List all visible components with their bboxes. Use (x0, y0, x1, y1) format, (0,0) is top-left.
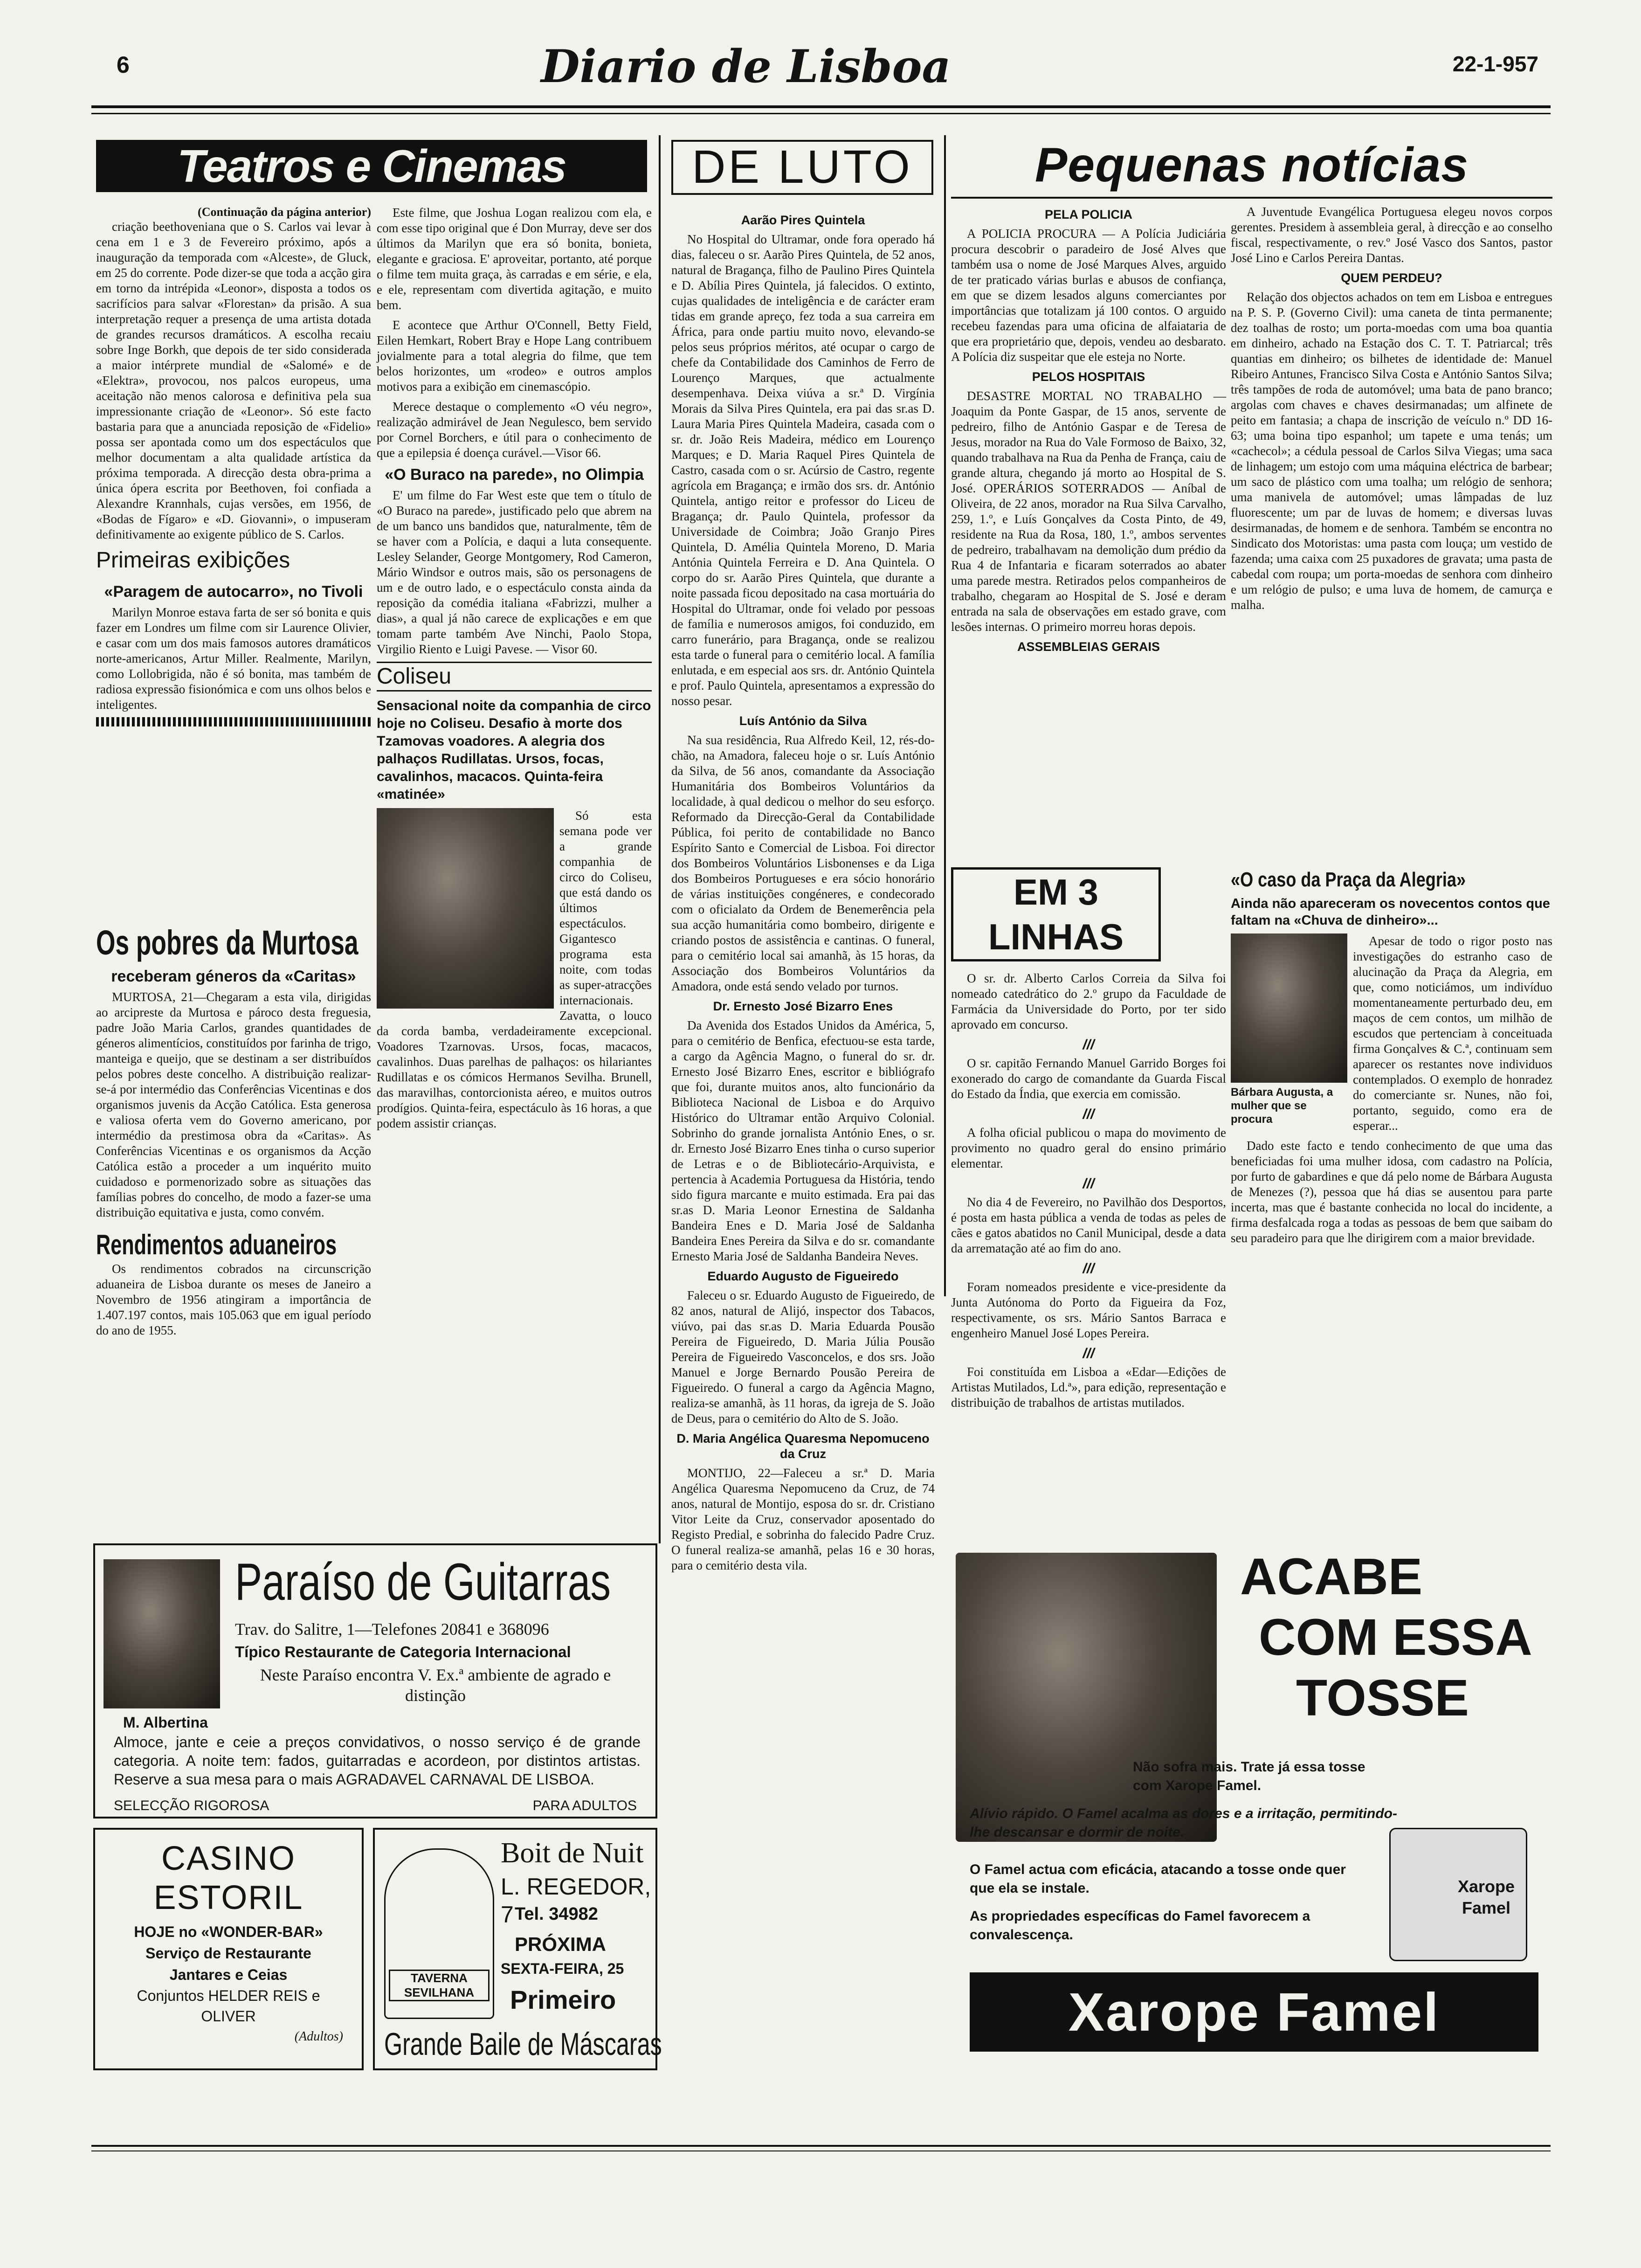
famel-alivio: Alívio rápido. O Famel acalma as dores e a irritação, permitindo-lhe descansar e dormir de noite. (970, 1806, 1397, 1840)
paraiso-neste: Neste Paraíso encontra V. Ex.ª ambiente de agrado e distinção (260, 1666, 611, 1705)
em3-item-4: No dia 4 de Fevereiro, no Pavilhão dos Desportos, é posta em hasta pública a venda de todas as peles de cães e gatos abatidos no Canil Municipal, desde a data da arrematação até ao fim do ano. (951, 1195, 1226, 1255)
em3-item-1: O sr. dr. Alberto Carlos Correia da Silva foi nomeado catedrático do 2.º grupo da Faculdade de Farmácia da Universidade do Porto, por ter sido aprovado em concurso. (951, 971, 1226, 1031)
obit-name-4: Eduardo Augusto de Figueiredo (707, 1269, 899, 1283)
separator-slashes: /// (1083, 1037, 1095, 1052)
taverna-title: Boit de Nuit (501, 1837, 644, 1869)
obit-name-5: D. Maria Angélica Quaresma Nepomuceno da Cruz (676, 1431, 930, 1461)
caso-paragraph-1: Apesar de todo o rigor posto nas investigações do estranho caso de alucinação da Praça da Alegria, em que, como noticiámos, um indivíduo momentaneamente perturbado deu, em maços de cem contos, um milhão de escudos que pertenciam à conceituada firma Gonçalves & C.ª, continuam sem aparecer os restantes nove individuos contemplados. O exemplo de honradez do comerciante sr. Nunes, não foi, portanto, seguido, como era de esperar... (1353, 934, 1552, 1133)
buraco-title: «O Buraco na parede», no Olimpia (385, 466, 644, 484)
primeiras-title: Primeiras exibições (96, 548, 290, 573)
em3linhas-column (951, 867, 1226, 1410)
casino-line2: Serviço de Restaurante (145, 1945, 311, 1962)
separator-slashes: /// (1083, 1261, 1095, 1276)
footer-rule-top (91, 2145, 1551, 2147)
divider-dashes (96, 717, 371, 726)
taverna-primeiro: Primeiro (510, 1985, 616, 2014)
albertina-photo (103, 1559, 220, 1708)
caso-article (1231, 867, 1552, 1296)
em3-item-3: A folha oficial publicou o mapa do movimento de provimento no quadro geral do ensino primário elementar. (951, 1126, 1226, 1170)
header-rule-bottom (91, 113, 1551, 114)
obit-name-1: Aarão Pires Quintela (741, 213, 865, 227)
taverna-proxima: PRÓXIMA (515, 1933, 607, 1955)
taverna-address: L. REGEDOR, 7 (501, 1874, 651, 1928)
hospitais-text: DESASTRE MORTAL NO TRABALHO — Joaquim da Ponte Gaspar, de 15 anos, servente de pedreiro, filho de António Gaspar e de Teresa de Jesus, morador na Rua do Vale Formoso de Baixo, 32, quando trabalhava na Rua da Penha de França, caiu de grande altura, chegando já morto ao Hospital de S. José. OPERÁRIOS SOTERRADOS — Aníbal de Oliveira, de 22 anos, morador na Rua Silva Carvalho, 259, 1.º, e Luís Gonçalves da Costa Pinto, de 49, residente na Rua da Rosa, 180, 1.º, ambos serventes de pedreiro, trabalhavam na demolição dum prédio da Rua 4 de Infantaria e ficaram soterrados ao abater uma parede mestra. Retirados pelos companheiros de trabalho, chegaram ao Hospital de S. José e deram entrada na sala de observações em estado grave, com lesões internas. O primeiro morreu horas depois. (951, 389, 1226, 634)
famel-brand: Xarope Famel (970, 1972, 1538, 2052)
header-rule-top (91, 105, 1551, 108)
paraiso-body: Almoce, jante e ceie a preços convidativos, o nosso serviço é de grande categoria. A noite tem: fados, guitarradas e acordeon, por distintos artistas. Reserve a sua mesa para o mais AGRADAVEL CARNAVAL DE LISBOA. (114, 1734, 641, 1788)
taverna-sign-text: TAVERNA SEVILHANA (389, 1970, 490, 2001)
page-number: 6 (117, 52, 130, 78)
rendimentos-title: Rendimentos aduaneiros (96, 1229, 337, 1260)
paraiso-address: Trav. do Salitre, 1—Telefones 20841 e 368096 (235, 1620, 549, 1639)
hospitais-title: PELOS HOSPITAIS (1032, 370, 1145, 384)
pequenas-col-2 (1231, 204, 1552, 857)
murtosa-subtitle: receberam géneros da «Caritas» (111, 968, 356, 985)
coughing-man-image (956, 1553, 1217, 1842)
casino-line5: (Adultos) (294, 2029, 343, 2044)
em3-item-2: O sr. capitão Fernando Manuel Garrido Borges foi exonerado do cargo de comandante da Guarda Fiscal do Estado da Índia, que exercia em comissão. (951, 1056, 1226, 1101)
famel-headline-2: COM ESSA (1259, 1609, 1532, 1666)
paraiso-tipico: Típico Restaurante de Categoria Internacional (235, 1643, 571, 1660)
caso-title: «O caso da Praça da Alegria» (1231, 868, 1466, 891)
ad-famel (951, 1539, 1552, 2070)
teatros-col-1 (96, 205, 371, 886)
famel-headline-1: ACABE (1240, 1548, 1423, 1605)
footer-rule-bottom (91, 2150, 1551, 2151)
murtosa-article (96, 923, 371, 1529)
obit-text-4: Faleceu o sr. Eduardo Augusto de Figueiredo, de 82 anos, natural de Alijó, inspector dos Tabacos, viúvo, pai das sr.as D. Maria Eduarda Pousão Pereira de Figueiredo, D. Maria Júlia Pousão Pereira de Figueiredo Vasconcelos, e dos srs. João Manuel e Jorge Bernardo Pousão Pereira de Figueiredo. O funeral a cargo da Agência Magno, realiza-se amanhã, às 11 horas, da igreja de S. João de Deus, para o cemitério do Alto de S. João. (671, 1288, 935, 1425)
separator-slashes: /// (1083, 1346, 1095, 1361)
photo-caption: Bárbara Augusta, a mulher que se procura (1231, 1086, 1333, 1126)
col-sep-2 (944, 135, 946, 1296)
pequenas-col-1 (951, 204, 1226, 848)
coliseu-title: Coliseu (377, 662, 652, 691)
coliseu-paragraph: Só esta semana pode ver a grande companhia de circo do Coliseu, que está dando os últimos espectáculos. Gigantesco programa esta noite, com todas as super-atracções internacionais. Zavatta, o louco da corda bamba, verdadeiramente excepcional. Voadores Tzarnovas. Ursos, focas, macacos, cavalinhos. Duas parelhas de palhaços: os hilariantes Rudillatas e os cómicos Hermanos Sevilha. Brunell, das maravilhas, contorcionista aéreo, e muitos outros prodígios. Quinta-feira, espectáculo às 16 horas, a que podem assistir crianças. (377, 809, 652, 1130)
em3-item-5: Foram nomeados presidente e vice-presidente da Junta Autónoma do Porto da Figueira da Foz, respectivamente, os srs. Mário Santos Barraca e engenheiro Manuel José Lopes Pereira. (951, 1280, 1226, 1340)
circus-photo (377, 808, 554, 1009)
paragem-paragraph-4: Merece destaque o complemento «O véu negro», realização admirável de Jean Negulesco, bem servido por Cornel Borchers, e útil para o conhecimento de que a epilepsia é doença curável.—Visor 66. (377, 400, 652, 460)
taverna-grande: Grande Baile de Máscaras (384, 2026, 662, 2062)
famel-headline-3: TOSSE (1296, 1669, 1469, 1727)
policia-text: A POLICIA PROCURA — A Polícia Judiciária procura descobrir o paradeiro de José Alves que também usa o nome de José Marques Alves, arguido de ter praticado várias burlas e abusos de confiança, em que se dizem lesados alguns comerciantes por importâncias que totalizam já 100 contos. O arguido recebeu fazendas para uma oficina de alfaiataria de que era proprietário que, depois, vendeu ao desbarato. A Polícia diz suspeitar que ele esteja no Norte. (951, 227, 1226, 364)
casino-line3: Jantares e Ceias (169, 1966, 288, 1983)
casino-line1: HOJE no «WONDER-BAR» (134, 1923, 323, 1940)
paraiso-right-tag: PARA ADULTOS (532, 1798, 637, 1813)
famel-bullet-2: As propriedades específicas do Famel favorecem a convalescença. (970, 1908, 1310, 1943)
teatros-col-2 (377, 205, 652, 1130)
coliseu-lead: Sensacional noite da companhia de circo hoje no Coliseu. Desafio à morte dos Tzamovas voadores. A alegria dos palhaços Rudillatas. Ursos, focas, cavalinhos, macacos. Quinta-feira «matinée» (377, 698, 651, 802)
ad-taverna (373, 1828, 662, 2070)
obit-name-2: Luís António da Silva (739, 714, 867, 728)
casino-line4: Conjuntos HELDER REIS e OLIVER (137, 1987, 320, 2025)
teatros-banner: Teatros e Cinemas (96, 140, 647, 192)
murtosa-paragraph: MURTOSA, 21—Chegaram a esta vila, dirigidas ao arcipreste da Murtosa e pároco desta freguesia, padre João Maria Carlos, grandes quantidades de géneros alimentícios, constituídos por farinha de trigo, manteiga e queijo, que se destinam a ser distribuídos pelos pobres deste concelho. A distribuição realizar-se-á por intermédio das Conferências Vicentinas e dos organismos juvenis da Acção Católica. Esta generosa e valiosa oferta vem do Governo americano, por intermédio da prestimosa obra da «Caritas». As Conferências Vicentinas e os organismos da Acção Católica estão a proceder a um inquérito muito cuidadoso e pormenorizado sobre as situações das famílias pobres do concelho, de modo a fazer-se uma distribuição equitativa e justa, como convém. (96, 990, 371, 1219)
paragem-paragraph-1: Marilyn Monroe estava farta de ser só bonita e quis fazer em Londres um filme com sir Laurence Olivier, e casar com um dos mais famosos autores dramáticos norte-americanos, Artur Miller. Realmente, Marilyn, como Lollobrigida, não é só bonita, mas também de radiosa expressão fisionómica e com uns olhos belos e inteligentes. (96, 605, 371, 712)
taverna-date: SEXTA-FEIRA, 25 (501, 1960, 624, 1977)
separator-slashes: /// (1083, 1106, 1095, 1122)
buraco-paragraph: E' um filme do Far West este que tem o título de «O Buraco na parede», justificado pelo que abrem na de um banco uns bandidos que, naturalmente, têm de se haver com a Polícia, e daqui a luta consequente. Lesley Selander, George Montgomery, Rod Cameron, Mário Windsor e outros mais, são os personagens de um e de outro lado, e o espectáculo consta ainda da reposição da comédia italiana «Fabrizzi, mulher a dias», a qual já não carece de explicações e em que tomam parte também Ave Ninchi, Paolo Stopa, Virgilio Riento e Luigi Pavese. — Visor 60. (377, 488, 652, 656)
fidelio-paragraph: criação beethoveniana que o S. Carlos vai levar à cena em 1 e 3 de Fevereiro próximo, após a inauguração da temporada com «Alceste», de Gluck, em 25 do corrente. Pode dizer-se que toda a acção gira em torno da intrépida «Leonor», disposta a todos os sacrifícios para salvar «Florestan» da prisão. A sua interpretação requer a presença de uma artista dotada de grandes recursos dramáticos. A escolha recaiu sobre Inge Borkh, que depois de ter sido considerada a maior intérprete mundial de «Salomé» e de «Elektra», provocou, nos palcos europeus, uma aceitação não menos calorosa e definitiva pela sua impressionante criação de «Leonor». Só este facto bastaria para que a anunciada reposição de «Fidelio» possa ser apontada como um dos espectáculos que melhor documentam a alta qualidade artística da próxima temporada. A direcção desta obra-prima a única ópera escrita por Beethoven, foi confiada a Alexandre Krannhals, cujas versões, em 1956, de «Bodas de Fígaro» e «D. Giovanni», o impuseram definitivamente ao exigente público de S. Carlos. (96, 220, 371, 541)
separator-slashes: /// (1083, 1176, 1095, 1191)
perdeu-text: Relação dos objectos achados on tem em Lisboa e entregues na P. S. P. (Governo Civil): uma caneta de tinta permanente; dez toalhas de rosto; um porta-moedas com uma boa quantia em dinheiro, achado na Estação dos C. T. T. Patriarcal; três quantias em dinheiro; os bilhetes de identidade de: Manuel Ribeiro Antunes, Francisco Silva Costa e António Santos Silva; três tampões de roda de automóvel; uma bata de pano branco; argolas com chaves e chaves desirmanadas; um alfinete de peito em fantasia; a chapa de inscrição de veículo n.º DD 16-63; uma boina tipo espanhol; um tapete e uma tenás; um «cachecol»; a cédula pessoal de Carlos Silva Viegas; uma saca de linhagem; um estojo com uma máquina eléctrica de barbear; um saco de plástico com uma toalha; um relógio de senhora; uma manivela de automóvel; umas lâmpadas de luz fluorescente; um par de luvas de homem; e diversas luvas desirmanadas, de homem e de senhora. Também se encontra no Sindicato dos Motoristas: uma pasta com louça; um vestido de fazenda; uma caixa com 25 puxadores de gravata; uma pasta de cabedal com roupa; um porta-moedas de senhora com dinheiro e um relógio de pulso; e uma luva de homem, de camurça e malha. (1231, 290, 1552, 612)
famel-bottle (1389, 1828, 1527, 1961)
obit-name-3: Dr. Ernesto José Bizarro Enes (713, 999, 893, 1013)
pequenas-banner: Pequenas notícias (1034, 138, 1469, 192)
murtosa-title: Os pobres da Murtosa (96, 923, 359, 962)
issue-date: 22-1-957 (1452, 52, 1538, 76)
luto-banner: DE LUTO (671, 140, 933, 195)
paragem-paragraph-3: E acontece que Arthur O'Connell, Betty Field, Eilen Hemkart, Robert Bray e Hope Lang contribuem jovialmente para a total alegria do filme, que tem belos horizontes, um «rodeo» e outros amplos motivos para a exibição em cinemascópio. (377, 318, 652, 394)
continuation-note: (Continuação da página anterior) (198, 205, 371, 219)
em3linhas-title: EM 3 LINHAS (951, 867, 1161, 961)
col-sep-1 (659, 135, 661, 1543)
obit-text-2: Na sua residência, Rua Alfredo Keil, 12, rés-do-chão, na Amadora, faleceu hoje o sr. Luís António da Silva, de 56 anos, comandante da Associação Humanitária dos Bombeiros Voluntários da localidade, à qual dedicou o melhor do seu esforço. Reformado da Direcção-Geral da Contabilidade Pública, foi perito de contabilidade no Banco Espírito Santo e Comercial de Lisboa. Foi director dos Bombeiros Voluntários Lisbonenses e da Liga dos Bombeiros Portugueses e era sócio honorário de várias instituições congéneres, e condecorado com o oficialato da Ordem de Benemerência pela sua acção humanitária como bombeiro, dirigente e criando postos de assistência e cantinas. O funeral, para o cemitério local sai amanhã, às 15 horas, da Associação dos Bombeiros Voluntários da Amadora, onde está sendo velado por turnos. (671, 733, 935, 993)
obit-text-5: MONTIJO, 22—Faleceu a sr.ª D. Maria Angélica Quaresma Nepomuceno da Cruz, de 74 anos, natural de Montijo, esposa do sr. dr. Cristiano Vitor Leite da Cruz, conservador aposentado do Registo Predial, e sobrinha do falecido Padre Cruz. O funeral realiza-se amanhã, pelas 16 e 30 horas, para o cemitério desta vila. (671, 1466, 935, 1572)
casino-title: CASINO ESTORIL (153, 1840, 303, 1916)
caso-paragraph-2: Dado este facto e tendo conhecimento de que uma das beneficiadas foi uma mulher idosa, com cadastro na Polícia, por furto de gabardines e que dá pelo nome de Bárbara Augusta de Menezes (?), pessoa que há dias se ausentou para parte incerta, mas que é bastante conhecida no local do incidente, a firma desfalcada roga a todas as pessoas de bem que saibam do seu paradeiro para que lhe dirigirem com a maior brevidade. (1231, 1139, 1552, 1245)
pequenas-underline (951, 197, 1552, 199)
em3-item-6: Foi constituída em Lisboa a «Edar—Edições de Artistas Mutilados, Ld.ª», para edição, representação e distribuição de trabalhos de artistas mutilados. (951, 1365, 1226, 1410)
caso-subtitle: Ainda não apareceram os novecentos contos que faltam na «Chuva de dinheiro»... (1231, 896, 1550, 928)
barbara-photo (1231, 933, 1347, 1083)
paraiso-name: M. Albertina (123, 1714, 208, 1731)
famel-bullet-1: O Famel actua com eficácia, atacando a tosse onde quer que ela se instale. (970, 1862, 1346, 1896)
ad-paraiso (93, 1543, 657, 1819)
bottle-label: Xarope Famel (1457, 1877, 1515, 1917)
assembleias-title: ASSEMBLEIAS GERAIS (1017, 640, 1160, 654)
perdeu-title: QUEM PERDEU? (1341, 271, 1442, 285)
paragem-paragraph-2: Este filme, que Joshua Logan realizou com ela, e com esse tipo original que é Don Murray, deve ser dos últimos da Marilyn que era só bonita, bonieta, elegante e graciosa. E' aproveitar, portanto, até porque o filme tem muita graça, às carradas e em série, e ela, e ele, representam com divertida agitação, e muito bem. (377, 206, 652, 312)
obit-text-3: Da Avenida dos Estados Unidos da América, 5, para o cemitério de Benfica, efectuou-se esta tarde, a cargo da Agência Magno, o funeral do sr. dr. Ernesto José Bizarro Enes, escritor e bibliógrafo que foi, durante muitos anos, alto funcionário da Biblioteca Nacional de Lisboa e do Arquivo Histórico do Ultramar então Arquivo Colonial. Sobrinho do grande jornalista António Enes, o sr. dr. Ernesto José Bizarro Enes tinha o curso superior de Letras e o de Bibliotecário-Arquivista, e pertencia à Academia Portuguesa da História, tendo sido figura marcante e muito estimada. Era pai das sr.as D. Maria Leonor Ernestina de Saldanha Bandeira Enes e D. Maria José de Saldanha Bandeira Enes Pereira da Silva e do sr. comandante Ernesto Maria José de Saldanha Bandeira Neves. (671, 1018, 935, 1263)
famel-sub: Não sofra mais. Trate já essa tosse com Xarope Famel. (1133, 1759, 1365, 1793)
paragem-title: «Paragem de autocarro», no Tivoli (104, 583, 363, 601)
assembleias-text: A Juventude Evangélica Portuguesa elegeu novos corpos gerentes. Presidem à assembleia geral, à direcção e ao conselho fiscal, respectivamente, o rev.º José Vasco dos Santos, pastor José Lino e Carlos Pereira Dantas. (1231, 205, 1552, 265)
taverna-tel: Tel. 34982 (515, 1904, 598, 1924)
policia-title: PELA POLICIA (1044, 207, 1132, 221)
ad-casino (93, 1828, 364, 2070)
masthead: Diario de Lisboa (541, 40, 951, 93)
luto-column (671, 210, 935, 2075)
rendimentos-paragraph: Os rendimentos cobrados na circunscrição aduaneira de Lisboa durante os meses de Janeiro a Novembro de 1956 atingiram a importância de 1.407.197 contos, mais 105.063 que em igual período do ano de 1955. (96, 1262, 371, 1337)
paraiso-left-tag: SELECÇÃO RIGOROSA (114, 1798, 269, 1813)
paraiso-title: Paraíso de Guitarras (235, 1553, 611, 1611)
obit-text-1: No Hospital do Ultramar, onde fora operado há dias, faleceu o sr. Aarão Pires Quintela, de 52 anos, natural de Bragança, filho de Paulino Pires Quintela e D. Abília Pires Quintela, já falecidos. O extinto, cujas qualidades de inteligência e de carácter eram tidas em grande apreço, fez toda a sua carreira em África, para onde partiu muito novo, elevando-se pelos seus próprios méritos, até ocupar o cargo de chefe da Contabilidade dos Caminhos de Ferro de Lourenço Marques, que actualmente desempenhava. Deixa viúva a sr.ª D. Virgínia Morais da Silva Pires Quintela, era pai das sr.as D. Laura Maria Pires Quintela Madeira, casada com o sr. dr. João Reis Madeira, médico em Lourenço Marques; e D. Maria Raquel Pires Quintela de Castro, casada com o sr. Acúrsio de Castro, regente agrícola em Bragança; e irmão dos srs. dr. António Quintela, antigo reitor e professor do Liceu de Bragança; dr. Paulo Quintela, professor da Universidade de Coimbra; João Granjo Pires Quintela, D. Amélia Quintela Moreno, D. Maria Antónia Quintela Ferreira e D. Ana Quintela. O corpo do sr. Aarão Pires Quintela, que durante a noite passada ficou depositado na casa mortuária do Hospital do Ultramar, onde foi velado por pessoas de família e numerosos amigos, foi conduzido, em carro funerário, para Bragança, onde se realizou esta tarde o funeral para o cemitério local. A família enlutada, e em especial aos srs. dr. António Quintela e prof. Paulo Quintela, apresentamos a expressão do nosso pesar. (671, 232, 935, 708)
